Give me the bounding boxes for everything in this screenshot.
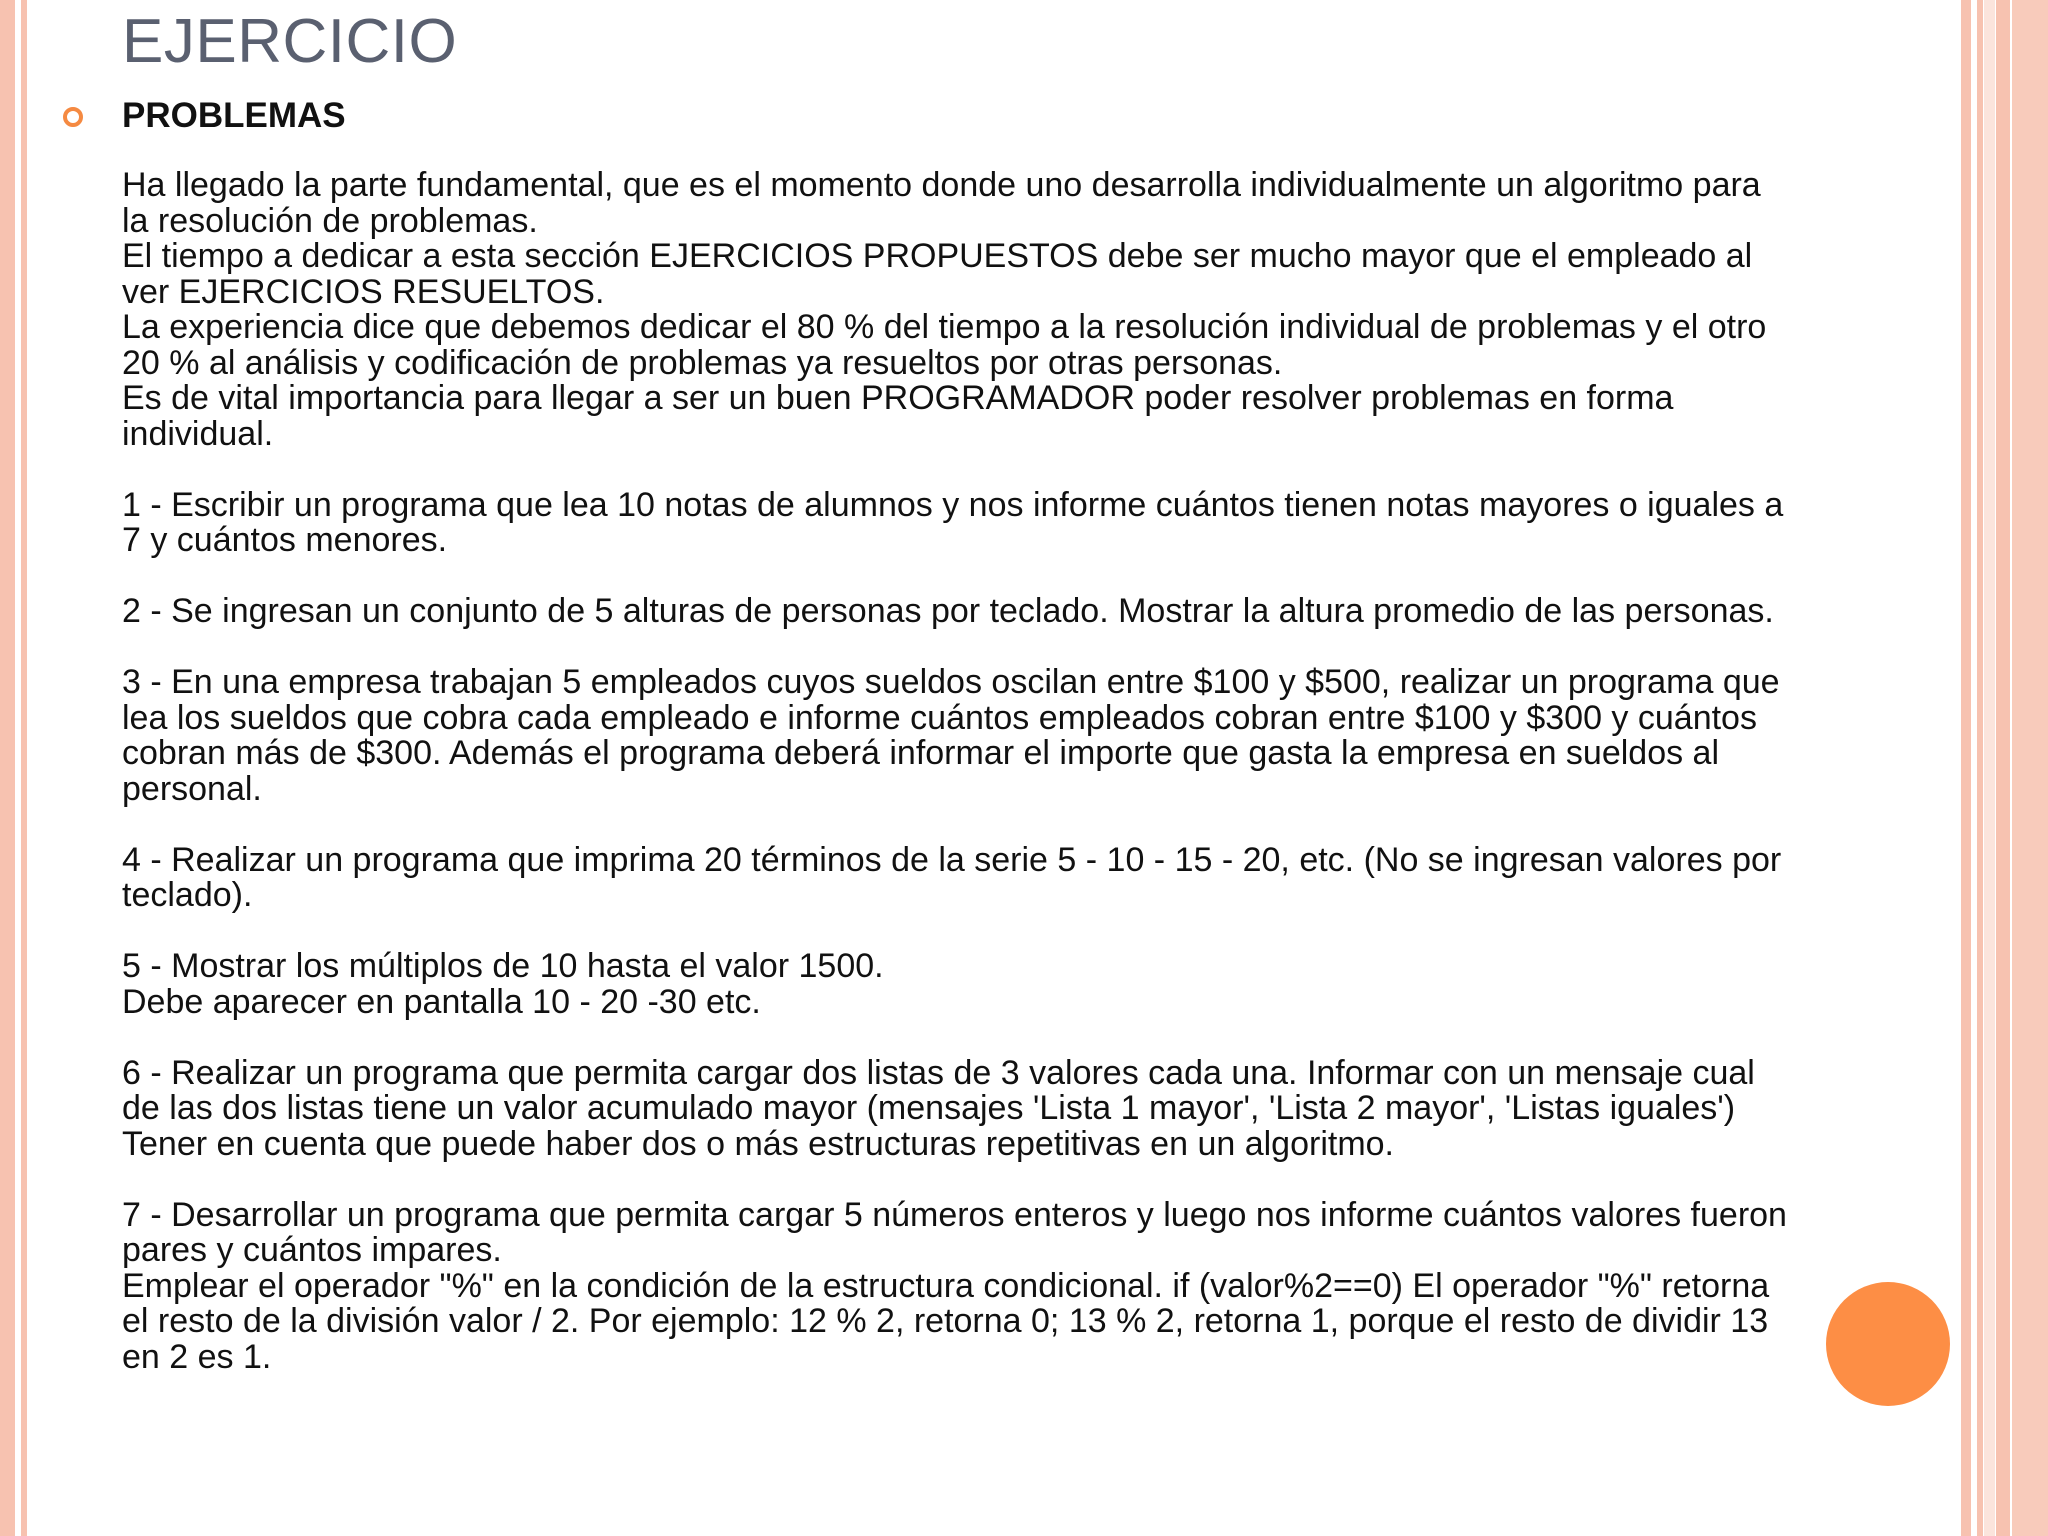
section-heading: PROBLEMAS	[122, 96, 346, 135]
slide-body-text: Ha llegado la parte fundamental, que es el momento donde uno desarrolla individualmente un algoritmo para la resolución de problemas. El tiempo a dedicar a esta sección EJERCICIOS PROPUESTOS debe ser mucho mayor que el empleado al ver EJERCICIOS RESUELTOS. La experiencia dice que debemos dedicar el 80 % del tiempo a la resolución individual de problemas y el otro 20 % al análisis y codificación de problemas ya resueltos por otras personas. Es de vital importancia para llegar a ser un buen PROGRAMADOR poder resolver problemas en forma individual. 1 - Escribir un programa que lea 10 notas de alumnos y nos informe cuántos tienen notas mayores o iguales a 7 y cuántos menores. 2 - Se ingresan un conjunto de 5 alturas de personas por teclado. Mostrar la altura promedio de las personas. 3 - En una empresa trabajan 5 empleados cuyos sueldos oscilan entre $100 y $500, realizar un programa que lea los sueldos que cobra cada empleado e informe cuántos empleados cobran entre $100 y $300 y cuántos cobran más de $300. Además el programa deberá informar el importe que gasta la empresa en sueldos al personal. 4 - Realizar un programa que imprima 20 términos de la serie 5 - 10 - 15 - 20, etc. (No se ingresan valores por teclado). 5 - Mostrar los múltiplos de 10 hasta el valor 1500. Debe aparecer en pantalla 10 - 20 -30 etc. 6 - Realizar un programa que permita cargar dos listas de 3 valores cada una. Informar con un mensaje cual de las dos listas tiene un valor acumulado mayor (mensajes 'Lista 1 mayor', 'Lista 2 mayor', 'Listas iguales') Tener en cuenta que puede haber dos o más estructuras repetitivas en un algoritmo. 7 - Desarrollar un programa que permita cargar 5 números enteros y luego nos informe cuántos valores fueron pares y cuántos impares. Emplear el operador "%" en la condición de la estructura condicional. if (valor%2==0) El operador "%" retorna el resto de la división valor / 2. Por ejemplo: 12 % 2, retorna 0; 13 % 2, retorna 1, porque el resto de dividir 13 en 2 es 1.	[122, 166, 1787, 1376]
right-decorative-stripe	[1961, 0, 1971, 1536]
orange-circle-decoration-icon	[1826, 1282, 1950, 1406]
right-decorative-stripe	[1977, 0, 1983, 1536]
left-decorative-stripe-thin	[21, 0, 27, 1536]
bullet-icon	[63, 107, 83, 127]
slide-title: EJERCICIO	[122, 7, 458, 76]
right-decorative-stripe	[1984, 0, 1995, 1536]
right-decorative-stripe	[1996, 0, 2010, 1536]
left-decorative-stripe	[0, 0, 15, 1536]
right-decorative-stripe	[2012, 0, 2048, 1536]
